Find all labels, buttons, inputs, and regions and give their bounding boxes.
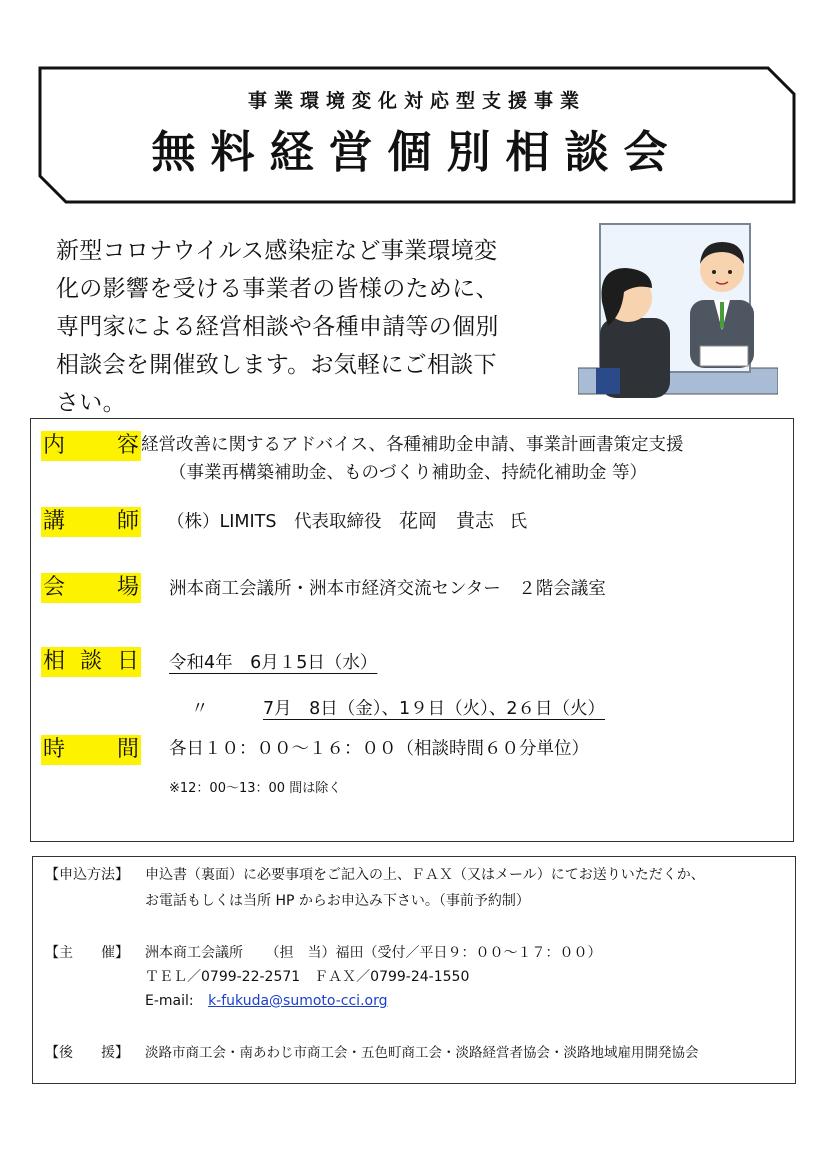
intro-line: さい。	[56, 390, 126, 416]
lecturer-honorific: 氏	[509, 512, 528, 532]
venue-value: 洲本商工会議所・洲本市経済交流センター ２階会議室	[169, 579, 606, 599]
lecturer-name: 花岡 貴志	[399, 510, 495, 532]
host-key: 【主 催】	[45, 945, 129, 961]
intro-line: 相談会を開催致します。お気軽にご相談下	[56, 352, 497, 378]
ditto-mark: 〃	[191, 699, 209, 719]
dates-line2-text: 7月 8日（金）、1９日（火）、2６日（火）	[263, 699, 606, 719]
intro-line: 新型コロナウイルス感染症など事業環境変	[56, 238, 498, 264]
support-key: 【後 援】	[45, 1045, 129, 1061]
contact-key: （担 当）	[265, 945, 336, 961]
label-content: 内 容	[41, 431, 141, 461]
page-title: 無料経営個別相談会	[151, 127, 683, 178]
subtitle: 事業環境変化対応型支援事業	[247, 90, 586, 112]
apply-key: 【申込方法】	[45, 867, 129, 883]
intro-line: 化の影響を受ける事業者の皆様のために、	[56, 276, 499, 302]
dates-line2	[169, 695, 679, 723]
content-line1: 経営改善に関するアドバイス、各種補助金申請、事業計画書策定支援	[141, 435, 684, 455]
consultation-illustration	[578, 218, 778, 398]
support-value: 淡路市商工会・南あわじ市商工会・五色町商工会・淡路経営者協会・淡路地域雇用開発協会	[145, 1045, 699, 1061]
intro-line: 専門家による経営相談や各種申請等の個別	[56, 314, 499, 340]
intro-text	[56, 232, 556, 422]
lecturer-org: （株）LIMITS 代表取締役	[167, 512, 382, 532]
lecturer-value	[167, 507, 527, 536]
footer-box	[32, 856, 796, 1084]
title-box	[38, 66, 796, 204]
tel-fax: ＴＥＬ／0799-22-2571 ＦＡＸ／0799-24-1550	[145, 969, 470, 985]
content-line2: （事業再構築補助金、ものづくり補助金、持続化補助金 等）	[169, 463, 648, 483]
label-venue: 会 場	[41, 573, 141, 603]
email-label: E-mail:	[145, 993, 194, 1009]
host-line	[145, 943, 601, 963]
apply-line1: 申込書（裏面）に必要事項をご記入の上、ＦＡＸ（又はメール）にてお送りいただくか、	[145, 867, 705, 883]
email-link[interactable]: k-fukuda@sumoto-cci.org	[208, 993, 388, 1009]
label-dates: 相 談 日	[41, 647, 141, 677]
host-name: 洲本商工会議所	[145, 945, 243, 961]
label-time: 時 間	[41, 735, 141, 765]
time-note: ※12：00～13：00 間は除く	[169, 781, 342, 796]
email-line	[145, 991, 388, 1011]
apply-line2: お電話もしくは当所 HP からお申込み下さい。（事前予約制）	[145, 893, 530, 909]
details-box	[30, 418, 794, 842]
contact-value: 福田（受付／平日９：００～１７：００）	[335, 945, 602, 961]
label-lecturer: 講 師	[41, 507, 141, 537]
time-value: 各日１０：００～１６：００（相談時間６０分単位）	[169, 739, 589, 759]
dates-line1: 令和4年 6月１5日（水）	[169, 653, 378, 673]
